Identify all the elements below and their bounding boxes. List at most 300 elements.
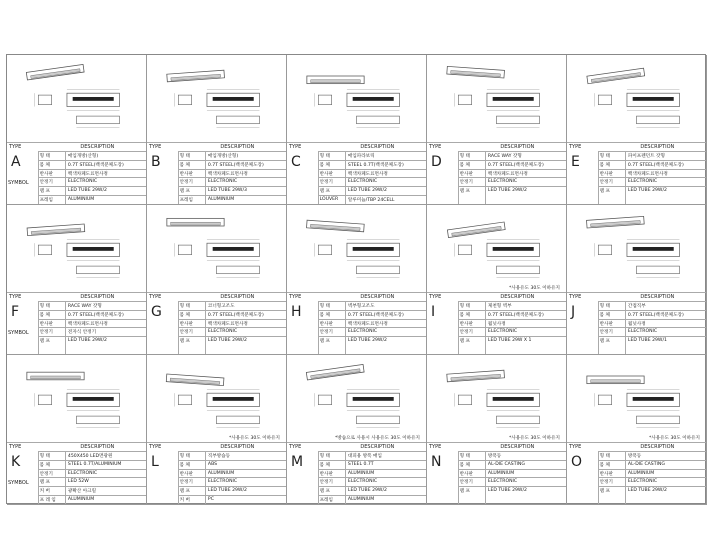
spec-label: 몸 체 (39, 162, 50, 168)
spec-value: LED TUBE 29W/2 (67, 188, 107, 194)
spec-value: LED TUBE 29W/2 (207, 338, 247, 344)
spec-table (287, 292, 426, 354)
spec-label: 몸 체 (319, 462, 330, 468)
description-header: DESCRIPTION (80, 144, 115, 150)
type-letter: G (151, 304, 162, 320)
spec-label: 램 프 (179, 189, 190, 195)
spec-row (598, 151, 706, 160)
spec-label: 프레임 (319, 498, 333, 503)
fixture-cell-e (567, 55, 707, 205)
spec-label: 안정기 (39, 330, 53, 336)
spec-value: 0.7T STEEL(백색분체도장) (347, 312, 404, 318)
spec-value: ALUMINIUM (207, 197, 235, 202)
spec-value: 450X450 LED면광원 (67, 454, 113, 459)
spec-label: 몸 체 (179, 312, 190, 318)
spec-value: ELECTRONIC (487, 179, 518, 185)
spec-label: 형 태 (319, 454, 330, 459)
spec-table (287, 442, 426, 504)
type-header: TYPE (289, 444, 302, 450)
spec-row (178, 451, 286, 460)
description-header: DESCRIPTION (360, 144, 395, 150)
spec-row (38, 177, 146, 186)
spec-row (38, 319, 146, 328)
spec-value: LED TUBE 29W/2 (627, 488, 667, 494)
spec-row (38, 486, 146, 495)
spec-label: 형 태 (319, 304, 330, 309)
usage-note: *사용유도 30도 이하유지 (228, 436, 280, 441)
spec-label: 램 프 (319, 189, 330, 195)
spec-value: ELECTRONIC (487, 329, 518, 335)
spec-label: 램 프 (39, 480, 50, 486)
spec-table (427, 442, 566, 504)
description-header: DESCRIPTION (220, 294, 255, 300)
fixture-cell-n (427, 355, 567, 505)
spec-row (38, 451, 146, 460)
spec-value: STEEL 0.7T(백색분체도장) (347, 162, 404, 168)
spec-label: 몸 체 (599, 312, 610, 318)
fixture-drawing (567, 55, 706, 139)
spec-value: LED TUBE 29W/2 (487, 188, 527, 194)
spec-row (458, 486, 566, 495)
spec-table (147, 292, 286, 354)
fixture-schedule-sheet (6, 54, 706, 504)
fixture-drawing (7, 355, 146, 439)
spec-label: 몸 체 (459, 312, 470, 318)
spec-row (458, 310, 566, 319)
symbol-label: SYMBOL (8, 330, 29, 336)
spec-value: 매입개방(산형) (67, 154, 99, 159)
spec-row (38, 336, 146, 345)
spec-row (38, 301, 146, 310)
spec-row (38, 310, 146, 319)
type-header: TYPE (569, 144, 582, 150)
spec-label: 안정기 (319, 180, 333, 186)
spec-row (458, 469, 566, 478)
spec-label: 안정기 (459, 330, 473, 336)
fixture-drawing (567, 205, 706, 289)
spec-value: ELECTRONIC (347, 179, 378, 185)
spec-value: LED TUBE 29W X 1 (487, 338, 532, 344)
spec-table (427, 142, 566, 204)
spec-row (178, 469, 286, 478)
spec-value: ELECTRONIC (67, 179, 98, 185)
spec-row (38, 195, 146, 204)
spec-value: ELECTRONIC (347, 329, 378, 335)
spec-label: 형 태 (459, 454, 470, 459)
spec-value: LED TUBE 29W/2 (487, 488, 527, 494)
spec-label: 반사판 (319, 471, 333, 477)
spec-row (458, 160, 566, 169)
fixture-drawing (287, 205, 426, 289)
spec-row (178, 186, 286, 195)
spec-label: 프레임 (179, 198, 193, 203)
spec-label: 형 태 (459, 154, 470, 159)
spec-row (458, 460, 566, 469)
spec-row (178, 495, 286, 504)
spec-row (178, 460, 286, 469)
spec-label: 형 태 (319, 154, 330, 159)
spec-label: 프레임 (39, 198, 53, 203)
spec-label: 안정기 (39, 471, 53, 477)
spec-value: 0.7T STEEL(백색분체도장) (487, 312, 544, 318)
spec-row (598, 451, 706, 460)
spec-value: RACE WAY 갓형 (487, 154, 522, 159)
spec-label: 형 태 (599, 154, 610, 159)
spec-value: ELECTRONIC (627, 479, 658, 485)
spec-table (147, 442, 286, 504)
spec-value: 백색차폐도료면사정 (347, 321, 388, 327)
spec-row (318, 169, 426, 178)
spec-value: 벽부형고조도 (347, 304, 375, 309)
spec-row (178, 336, 286, 345)
fixture-cell-m (287, 355, 427, 505)
fixture-cell-j (567, 205, 707, 355)
spec-table (427, 292, 566, 354)
spec-table (7, 292, 146, 354)
type-letter: M (291, 454, 304, 470)
fixture-drawing (427, 355, 566, 439)
usage-note: *방습으로 사용시 사용유도 30도 이하유지 (335, 436, 420, 441)
spec-row (458, 477, 566, 486)
spec-table (567, 442, 706, 504)
spec-value: 방폭등 (487, 454, 502, 459)
fixture-drawing (287, 355, 426, 439)
spec-label: 커 버 (39, 489, 50, 495)
spec-label: 반사판 (179, 321, 193, 327)
fixture-cell-c (287, 55, 427, 205)
spec-label: 몸 체 (459, 162, 470, 168)
fixture-cell-h (287, 205, 427, 355)
spec-row (598, 310, 706, 319)
spec-row (38, 477, 146, 486)
spec-table (7, 142, 146, 204)
spec-label: 안정기 (179, 330, 193, 336)
spec-label: 몸 체 (599, 462, 610, 468)
type-letter: H (291, 304, 302, 320)
spec-label: 램 프 (319, 489, 330, 495)
spec-label: 커 버 (179, 498, 190, 503)
spec-label: 반사판 (459, 321, 473, 327)
type-header: TYPE (289, 294, 302, 300)
fixture-drawing (147, 355, 286, 439)
spec-value: 매입개방(산형) (207, 154, 239, 159)
type-letter: L (151, 454, 159, 470)
spec-row (458, 451, 566, 460)
spec-label: 몸 체 (319, 312, 330, 318)
type-header: TYPE (569, 294, 582, 300)
spec-value: LED TUBE 29W/2 (627, 188, 667, 194)
spec-value: 0.7T STEEL(백색분체도장) (207, 312, 264, 318)
spec-row (598, 460, 706, 469)
spec-label: 램 프 (459, 189, 470, 195)
spec-label: 형 태 (39, 154, 50, 159)
spec-value: 0.7T STEEL(백색분체도장) (67, 312, 124, 318)
spec-row (178, 160, 286, 169)
spec-value: ALUMINIUM (67, 497, 95, 502)
fixture-drawing (7, 55, 146, 139)
spec-row (318, 186, 426, 195)
spec-value: 방폭등 (627, 454, 642, 459)
type-header: TYPE (429, 144, 442, 150)
type-letter: F (11, 304, 20, 320)
spec-row (178, 169, 286, 178)
spec-row (318, 310, 426, 319)
spec-label: 반사판 (459, 471, 473, 477)
spec-label: 형 태 (179, 454, 190, 459)
spec-row (458, 319, 566, 328)
type-header: TYPE (289, 144, 302, 150)
description-header: DESCRIPTION (220, 144, 255, 150)
spec-value: LED TUBE 29W/2 (67, 338, 107, 344)
spec-label: 램 프 (179, 339, 190, 345)
spec-row (318, 486, 426, 495)
fixture-cell-l (147, 355, 287, 505)
spec-row (318, 160, 426, 169)
spec-row (38, 327, 146, 336)
symbol-label: SYMBOL (8, 180, 29, 186)
spec-value: ALUMINIUM (347, 470, 375, 476)
spec-value: 파이프펜던트 갓형 (627, 154, 665, 159)
usage-note: *사용유도 30도 이하유지 (508, 286, 560, 291)
spec-label: 몸 체 (599, 162, 610, 168)
spec-value: ELECTRONIC (207, 329, 238, 335)
description-header: DESCRIPTION (500, 144, 535, 150)
spec-value: ELECTRONIC (207, 479, 238, 485)
type-letter: C (291, 154, 301, 170)
usage-note: *사용유도 30도 이하유지 (648, 436, 700, 441)
spec-label: 반사판 (459, 171, 473, 177)
spec-label: 반사판 (599, 171, 613, 177)
type-header: TYPE (429, 294, 442, 300)
description-header: DESCRIPTION (640, 294, 675, 300)
description-header: DESCRIPTION (360, 294, 395, 300)
spec-label: 형 태 (39, 304, 50, 309)
spec-label: 형 태 (39, 454, 50, 459)
spec-label: 램 프 (319, 339, 330, 345)
spec-value: ELECTRONIC (67, 470, 98, 476)
spec-value: 백색차폐도료면사정 (487, 171, 528, 177)
spec-row (598, 336, 706, 345)
spec-row (458, 186, 566, 195)
spec-row (178, 151, 286, 160)
fixture-cell-f (7, 205, 147, 355)
spec-value: 백색차폐도료면사정 (207, 321, 248, 327)
fixture-drawing (427, 205, 566, 289)
spec-value: ALUMINIUM (627, 470, 655, 476)
type-letter: D (431, 154, 442, 170)
spec-label: 안정기 (599, 330, 613, 336)
fixture-drawing (287, 55, 426, 139)
spec-label: 램 프 (599, 339, 610, 345)
description-header: DESCRIPTION (500, 294, 535, 300)
spec-value: 간접직부 (627, 304, 646, 309)
spec-label: 안정기 (319, 480, 333, 486)
type-header: TYPE (9, 144, 22, 150)
type-letter: E (571, 154, 580, 170)
spec-label: 램 프 (459, 339, 470, 345)
spec-label: 형 태 (179, 304, 190, 309)
spec-row (38, 151, 146, 160)
spec-row (318, 336, 426, 345)
description-header: DESCRIPTION (360, 444, 395, 450)
spec-value: 코너형고조도 (207, 304, 235, 309)
fixture-cell-i (427, 205, 567, 355)
spec-value: AL-DIE CASTING (627, 461, 665, 467)
description-header: DESCRIPTION (640, 144, 675, 150)
spec-table (567, 142, 706, 204)
symbol-label: SYMBOL (8, 480, 29, 486)
spec-label: 반사판 (179, 471, 193, 477)
spec-label: 램 프 (39, 339, 50, 345)
spec-label: 반사판 (319, 171, 333, 177)
description-header: DESCRIPTION (220, 444, 255, 450)
spec-label: 반사판 (599, 321, 613, 327)
spec-label: 형 태 (459, 304, 470, 309)
spec-row (318, 460, 426, 469)
spec-label: 몸 체 (179, 162, 190, 168)
spec-row (38, 469, 146, 478)
type-header: TYPE (429, 444, 442, 450)
spec-label: 안정기 (599, 480, 613, 486)
spec-value: LED TUBE 29W/2 (347, 188, 387, 194)
spec-row (598, 177, 706, 186)
spec-row (38, 160, 146, 169)
spec-label: 형 태 (599, 304, 610, 309)
spec-value: 백색차폐도료면사정 (67, 171, 108, 177)
spec-value: 월넛사정 (487, 321, 506, 327)
spec-row (38, 495, 146, 504)
spec-row (458, 169, 566, 178)
spec-label: 안정기 (459, 480, 473, 486)
spec-row (598, 327, 706, 336)
spec-row (178, 486, 286, 495)
type-header: TYPE (569, 444, 582, 450)
spec-row (318, 151, 426, 160)
type-letter: J (571, 304, 576, 320)
spec-row (178, 310, 286, 319)
spec-label: 반사판 (179, 171, 193, 177)
spec-value: LED 52W (67, 479, 89, 485)
spec-row (318, 495, 426, 504)
type-letter: B (151, 154, 161, 170)
spec-value: ALUMINIUM (67, 197, 95, 202)
spec-value: 백색차폐도료면사정 (207, 171, 248, 177)
spec-row (178, 301, 286, 310)
spec-label: 몸 체 (39, 462, 50, 468)
spec-label: 램 프 (459, 489, 470, 495)
spec-value: LED TUBE 29W/3 (207, 188, 247, 194)
spec-label: 몸 체 (319, 162, 330, 168)
spec-value: 백색차폐도료면사정 (347, 171, 388, 177)
spec-label: 형 태 (599, 454, 610, 459)
spec-value: LED TUBE 29W/2 (347, 338, 387, 344)
description-header: DESCRIPTION (80, 294, 115, 300)
spec-row (38, 186, 146, 195)
spec-label: 몸 체 (39, 312, 50, 318)
spec-value: LED TUBE 29W/1 (627, 338, 667, 344)
spec-label: 안정기 (459, 180, 473, 186)
spec-value: ELECTRONIC (487, 479, 518, 485)
spec-row (178, 177, 286, 186)
fixture-cell-a (7, 55, 147, 205)
spec-row (318, 195, 426, 204)
spec-value: 0.7T STEEL(백색분체도장) (207, 162, 264, 168)
spec-row (458, 301, 566, 310)
fixture-drawing (147, 55, 286, 139)
spec-label: 안정기 (39, 180, 53, 186)
spec-value: 백색차폐도료면사정 (627, 171, 668, 177)
spec-value: 매입파라보릭 (347, 154, 375, 159)
spec-row (318, 319, 426, 328)
spec-value: LED TUBE 29W/2 (347, 488, 387, 494)
spec-value: ELECTRONIC (627, 179, 658, 185)
fixture-cell-o (567, 355, 707, 505)
spec-label: 반사판 (39, 321, 53, 327)
description-header: DESCRIPTION (640, 444, 675, 450)
spec-table (287, 142, 426, 204)
fixture-drawing (567, 355, 706, 439)
spec-row (318, 451, 426, 460)
spec-label: 안정기 (599, 180, 613, 186)
spec-value: ALUMINIUM (487, 470, 515, 476)
spec-label: 램 프 (599, 489, 610, 495)
spec-label: 안정기 (179, 180, 193, 186)
spec-label: 안정기 (179, 480, 193, 486)
type-letter: A (11, 154, 21, 170)
spec-label: 반사판 (599, 471, 613, 477)
spec-table (147, 142, 286, 204)
spec-value: 월넛사정 (627, 321, 646, 327)
spec-table (7, 442, 146, 504)
spec-value: ALUMINIUM (347, 497, 375, 502)
spec-row (318, 477, 426, 486)
spec-value: LED TUBE 29W/2 (207, 488, 247, 494)
usage-note: *사용유도 30도 이하유지 (508, 436, 560, 441)
spec-row (178, 477, 286, 486)
spec-value: AL-DIE CASTING (487, 461, 525, 467)
spec-row (598, 486, 706, 495)
spec-value: ALUMINIUM (207, 470, 235, 476)
spec-row (598, 469, 706, 478)
spec-row (598, 160, 706, 169)
spec-row (318, 301, 426, 310)
spec-label: 반사판 (39, 171, 53, 177)
spec-label: LOUVER (319, 197, 339, 202)
fixture-drawing (147, 205, 286, 289)
spec-value: 직부방습등 (207, 454, 231, 459)
fixture-cell-g (147, 205, 287, 355)
spec-label: 램 프 (599, 189, 610, 195)
type-letter: N (431, 454, 442, 470)
fixture-cell-d (427, 55, 567, 205)
spec-label: 몸 체 (459, 462, 470, 468)
spec-value: 0.7T STEEL(백색분체도장) (67, 162, 124, 168)
spec-row (38, 169, 146, 178)
spec-value: 백색차폐도료면사정 (67, 321, 108, 327)
spec-row (598, 169, 706, 178)
type-letter: K (11, 454, 21, 470)
spec-value: 알루미늄/TBP 24CELL (347, 198, 395, 203)
fixture-drawing (427, 55, 566, 139)
spec-label: 프 레 임 (39, 498, 56, 503)
spec-row (178, 195, 286, 204)
spec-label: 반사판 (319, 321, 333, 327)
type-header: TYPE (149, 294, 162, 300)
spec-row (178, 327, 286, 336)
spec-row (178, 319, 286, 328)
type-header: TYPE (149, 144, 162, 150)
spec-label: 램 프 (39, 189, 50, 195)
